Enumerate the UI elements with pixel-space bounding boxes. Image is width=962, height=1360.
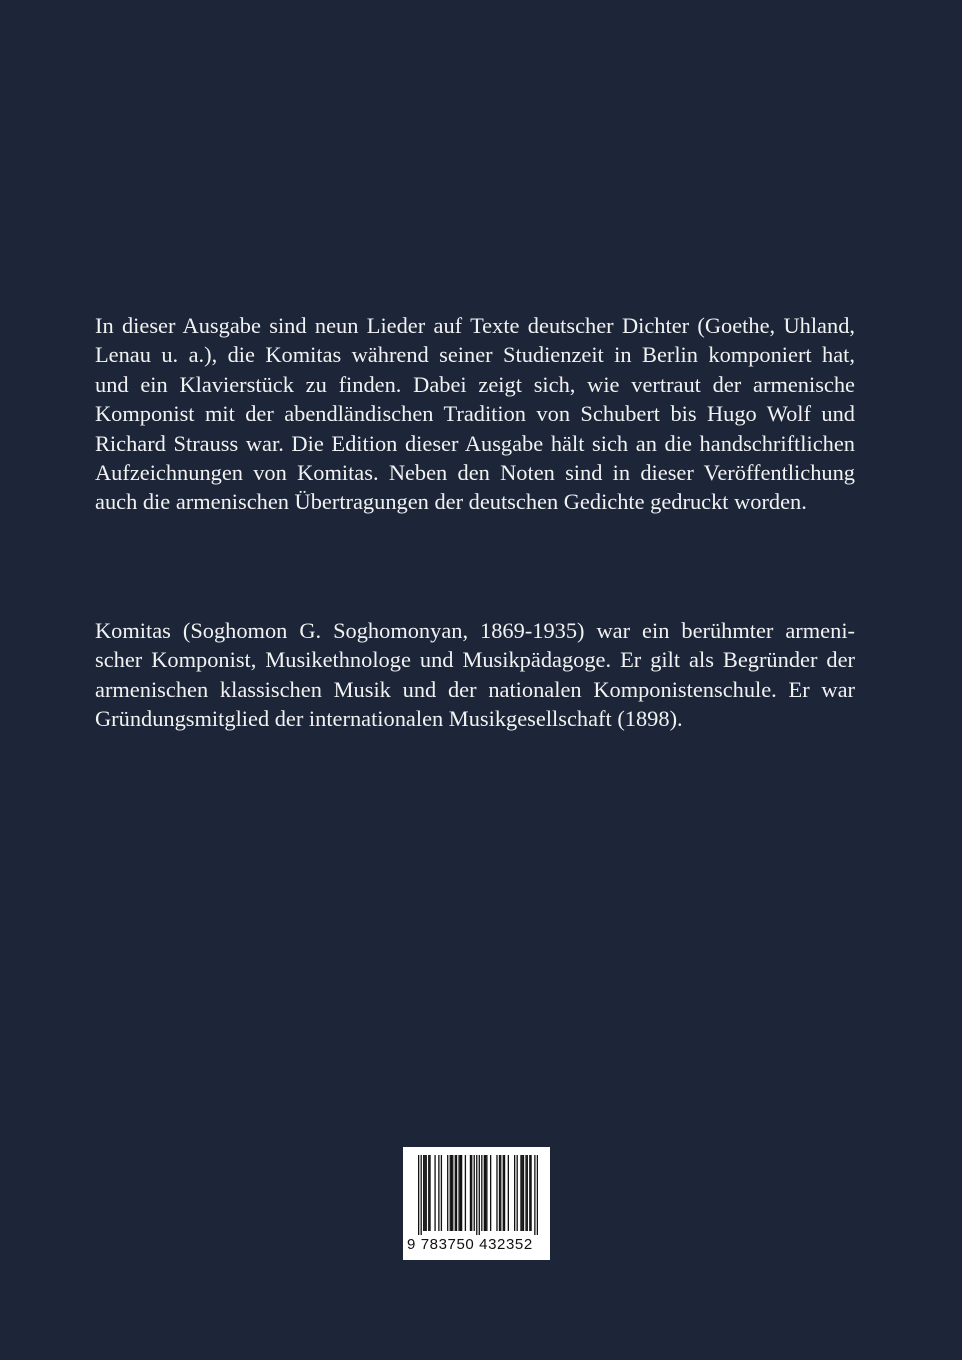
barcode-bar [426, 1155, 427, 1231]
barcode-bar [429, 1155, 430, 1231]
barcode-bar [499, 1155, 500, 1231]
barcode-bar [447, 1155, 448, 1231]
barcode-bar [438, 1155, 439, 1231]
description-line: Aufzeichnungen von Komitas. Neben den Noten sind in dieser Veröffentlichung [95, 460, 855, 486]
barcode-bar [434, 1155, 435, 1231]
barcode-bar [451, 1155, 452, 1231]
barcode-bar [441, 1155, 442, 1231]
description-line: In dieser Ausgabe sind neun Lieder auf Texte deutscher Dichter (Goethe, Uhland, [95, 313, 855, 338]
barcode-bar [460, 1155, 461, 1231]
barcode-bar [455, 1155, 456, 1231]
barcode-bar [508, 1155, 509, 1231]
barcode-bar [514, 1155, 515, 1231]
barcode-bar [522, 1155, 523, 1231]
description-line: Komponist mit der abendländischen Tradition von Schubert bis Hugo Wolf und [95, 401, 855, 427]
barcode-bar [520, 1155, 521, 1231]
barcode-bar [530, 1155, 531, 1231]
biography-line: Komitas (Soghomon G. Soghomonyan, 1869-1935) war ein berühmter armeni- [95, 618, 855, 643]
barcode-bar [484, 1155, 485, 1231]
barcode-bar [527, 1155, 528, 1231]
barcode-bar [421, 1155, 422, 1235]
barcode-bar [465, 1155, 466, 1231]
barcode-bar [461, 1155, 462, 1231]
barcode-bar [523, 1155, 524, 1231]
biography-line: armenischen klassischen Musik und der nationalen Komponistenschule. Er war [95, 676, 855, 702]
biography-line: scher Komponist, Musikethnologe und Musikpädagoge. Er gilt als Begründer der [95, 647, 855, 673]
barcode-bars [418, 1155, 538, 1235]
barcode-bar [479, 1155, 480, 1235]
barcode-bar [474, 1155, 475, 1231]
barcode-bar [517, 1155, 518, 1231]
barcode-bar [503, 1155, 504, 1231]
description-line: Richard Strauss war. Die Edition dieser Ausgabe hält sich an die handschriftlichen [95, 430, 855, 456]
barcode-bar [490, 1155, 491, 1231]
barcode-bar [500, 1155, 501, 1231]
barcode-bar [418, 1155, 419, 1235]
barcode-bar [486, 1155, 487, 1231]
barcode-bar [423, 1155, 424, 1231]
barcode-bar [534, 1155, 535, 1235]
barcode-bar [450, 1155, 451, 1231]
barcode-bar [456, 1155, 457, 1231]
barcode-bar [428, 1155, 429, 1231]
description-line: auch die armenischen Übertragungen der deutschen Gedichte gedruckt worden. [95, 489, 807, 515]
biography-line: Gründungsmitglied der internationalen Musikgesellschaft (1898). [95, 706, 683, 732]
barcode-bar [470, 1155, 471, 1231]
barcode-bar [424, 1155, 425, 1231]
barcode-bar [529, 1155, 530, 1231]
barcode-bar [476, 1155, 477, 1235]
barcode-bar [504, 1155, 505, 1231]
description-line: und ein Klavierstück zu finden. Dabei zeigt sich, wie vertraut der armenische [95, 371, 855, 397]
isbn-barcode [403, 1147, 550, 1260]
barcode-bar [481, 1155, 482, 1231]
barcode-bar [525, 1155, 526, 1231]
barcode-bar [485, 1155, 486, 1231]
barcode-digits: 9 783750 432352 [407, 1236, 533, 1253]
barcode-bar [452, 1155, 453, 1231]
author-biography [95, 616, 855, 734]
barcode-bar [471, 1155, 472, 1231]
barcode-bar [537, 1155, 538, 1235]
barcode-bar [496, 1155, 497, 1231]
description-line: Lenau u. a.), die Komitas während seiner Studienzeit in Berlin komponiert hat, [95, 342, 855, 368]
barcode-bar [458, 1155, 459, 1231]
book-description [95, 311, 855, 517]
